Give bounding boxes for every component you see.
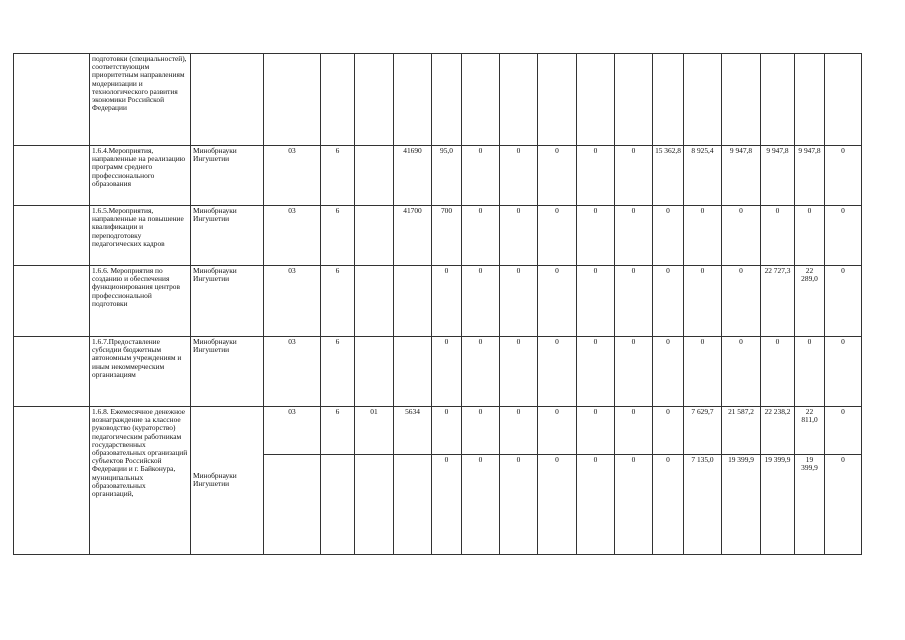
value-cell [355, 266, 394, 337]
executor-org: Минобрнауки Ингушетии [191, 266, 264, 337]
value-cell: 19 399,9 [722, 455, 761, 555]
value-cell: 0 [538, 337, 577, 407]
value-cell [355, 455, 394, 555]
value-cell: 0 [432, 407, 462, 455]
value-cell [825, 54, 862, 146]
value-cell: 03 [264, 337, 321, 407]
value-cell: 0 [538, 146, 577, 206]
value-cell [462, 54, 500, 146]
value-cell: 0 [462, 266, 500, 337]
value-cell: 03 [264, 146, 321, 206]
value-cell [500, 54, 538, 146]
value-cell: 6 [321, 146, 355, 206]
row-number-cell [14, 266, 90, 337]
value-cell: 0 [500, 407, 538, 455]
value-cell: 0 [761, 206, 795, 266]
row-number-cell [14, 146, 90, 206]
value-cell: 0 [653, 455, 684, 555]
value-cell: 03 [264, 407, 321, 455]
value-cell: 8 925,4 [684, 146, 722, 206]
value-cell: 0 [432, 266, 462, 337]
value-cell [355, 54, 394, 146]
value-cell: 0 [653, 266, 684, 337]
value-cell: 0 [500, 206, 538, 266]
value-cell [653, 54, 684, 146]
value-cell: 0 [615, 206, 653, 266]
table-row [14, 54, 862, 146]
value-cell: 0 [684, 337, 722, 407]
value-cell: 9 947,8 [761, 146, 795, 206]
value-cell: 0 [825, 407, 862, 455]
value-cell: 0 [825, 206, 862, 266]
value-cell [394, 455, 432, 555]
row-number-cell [14, 206, 90, 266]
value-cell [264, 455, 321, 555]
value-cell: 6 [321, 206, 355, 266]
executor-org: Минобрнауки Ингушетии [191, 206, 264, 266]
measure-description: 1.6.4.Мероприятия, направленные на реализацию программ среднего профессионального образования [90, 146, 191, 206]
value-cell: 0 [538, 407, 577, 455]
measure-description: 1.6.7.Предоставление субсидии бюджетным автономным учреждениям и иным некоммерческим организациям [90, 337, 191, 407]
value-cell [355, 337, 394, 407]
table-body [14, 54, 862, 555]
value-cell [615, 54, 653, 146]
value-cell: 0 [615, 455, 653, 555]
value-cell: 0 [615, 266, 653, 337]
value-cell [394, 266, 432, 337]
value-cell [355, 146, 394, 206]
value-cell [795, 54, 825, 146]
value-cell: 0 [653, 407, 684, 455]
value-cell: 0 [462, 337, 500, 407]
value-cell: 22 289,0 [795, 266, 825, 337]
value-cell: 0 [653, 206, 684, 266]
measure-description: 1.6.5.Мероприятия, направленные на повышение квалификации и переподготовку педагогических кадров [90, 206, 191, 266]
value-cell [321, 455, 355, 555]
value-cell [684, 54, 722, 146]
value-cell: 0 [462, 146, 500, 206]
budget-table [13, 53, 862, 555]
value-cell: 0 [615, 337, 653, 407]
value-cell [394, 337, 432, 407]
value-cell: 0 [577, 337, 615, 407]
table-row [14, 337, 862, 407]
value-cell: 0 [722, 206, 761, 266]
table-row [14, 266, 862, 337]
value-cell: 0 [577, 455, 615, 555]
value-cell: 0 [462, 206, 500, 266]
value-cell: 0 [538, 266, 577, 337]
value-cell: 22 238,2 [761, 407, 795, 455]
value-cell: 0 [538, 206, 577, 266]
executor-org: Минобрнауки Ингушетии [191, 146, 264, 206]
value-cell: 41690 [394, 146, 432, 206]
value-cell: 0 [653, 337, 684, 407]
row-number-cell [14, 337, 90, 407]
table-row [14, 206, 862, 266]
measure-description: подготовки (специальностей), соответствующим приоритетным направлениям модернизации и технологического развития экономики Российской Федерации [90, 54, 191, 146]
value-cell: 21 587,2 [722, 407, 761, 455]
value-cell: 7 135,0 [684, 455, 722, 555]
value-cell: 0 [761, 337, 795, 407]
table-row [14, 146, 862, 206]
value-cell: 0 [615, 407, 653, 455]
value-cell: 19 399,9 [795, 455, 825, 555]
value-cell [577, 54, 615, 146]
value-cell: 0 [795, 337, 825, 407]
value-cell: 0 [577, 407, 615, 455]
value-cell: 0 [462, 407, 500, 455]
value-cell [538, 54, 577, 146]
value-cell: 0 [577, 266, 615, 337]
value-cell: 0 [577, 206, 615, 266]
value-cell: 0 [825, 455, 862, 555]
value-cell [432, 54, 462, 146]
row-number-cell [14, 54, 90, 146]
value-cell: 0 [500, 146, 538, 206]
value-cell: 0 [500, 266, 538, 337]
value-cell: 0 [538, 455, 577, 555]
value-cell: 0 [615, 146, 653, 206]
value-cell: 0 [500, 455, 538, 555]
value-cell: 03 [264, 266, 321, 337]
value-cell: 0 [577, 146, 615, 206]
value-cell: 700 [432, 206, 462, 266]
value-cell: 22 811,0 [795, 407, 825, 455]
value-cell [761, 54, 795, 146]
value-cell: 01 [355, 407, 394, 455]
value-cell: 41700 [394, 206, 432, 266]
value-cell [264, 54, 321, 146]
value-cell [355, 206, 394, 266]
value-cell: 0 [795, 206, 825, 266]
table-row [14, 407, 862, 455]
value-cell: 6 [321, 407, 355, 455]
value-cell: 9 947,8 [722, 146, 761, 206]
value-cell: 0 [722, 266, 761, 337]
measure-description: 1.6.6. Мероприятия по созданию и обеспечения функционирования центров профессиональной подготовки [90, 266, 191, 337]
value-cell: 0 [825, 266, 862, 337]
value-cell: 5634 [394, 407, 432, 455]
value-cell: 22 727,3 [761, 266, 795, 337]
value-cell: 19 399,9 [761, 455, 795, 555]
value-cell: 0 [432, 337, 462, 407]
executor-org: Минобрнауки Ингушетии [191, 407, 264, 555]
value-cell: 7 629,7 [684, 407, 722, 455]
executor-org: Минобрнауки Ингушетии [191, 337, 264, 407]
value-cell: 6 [321, 337, 355, 407]
value-cell: 0 [462, 455, 500, 555]
value-cell: 0 [684, 206, 722, 266]
value-cell: 15 362,8 [653, 146, 684, 206]
value-cell: 95,0 [432, 146, 462, 206]
value-cell [321, 54, 355, 146]
value-cell: 03 [264, 206, 321, 266]
value-cell: 0 [825, 337, 862, 407]
row-number-cell [14, 407, 90, 555]
value-cell: 9 947,8 [795, 146, 825, 206]
value-cell: 0 [722, 337, 761, 407]
value-cell: 0 [500, 337, 538, 407]
executor-org [191, 54, 264, 146]
value-cell: 0 [684, 266, 722, 337]
value-cell: 0 [825, 146, 862, 206]
value-cell [394, 54, 432, 146]
measure-description: 1.6.8. Ежемесячное денежное вознаграждение за классное руководство (кураторство) педагогическим работникам государственных образовательных организаций субъектов Российской Федерации и г. Байконура, муниципальных образовательных организаций, [90, 407, 191, 555]
value-cell: 0 [432, 455, 462, 555]
value-cell: 6 [321, 266, 355, 337]
value-cell [722, 54, 761, 146]
